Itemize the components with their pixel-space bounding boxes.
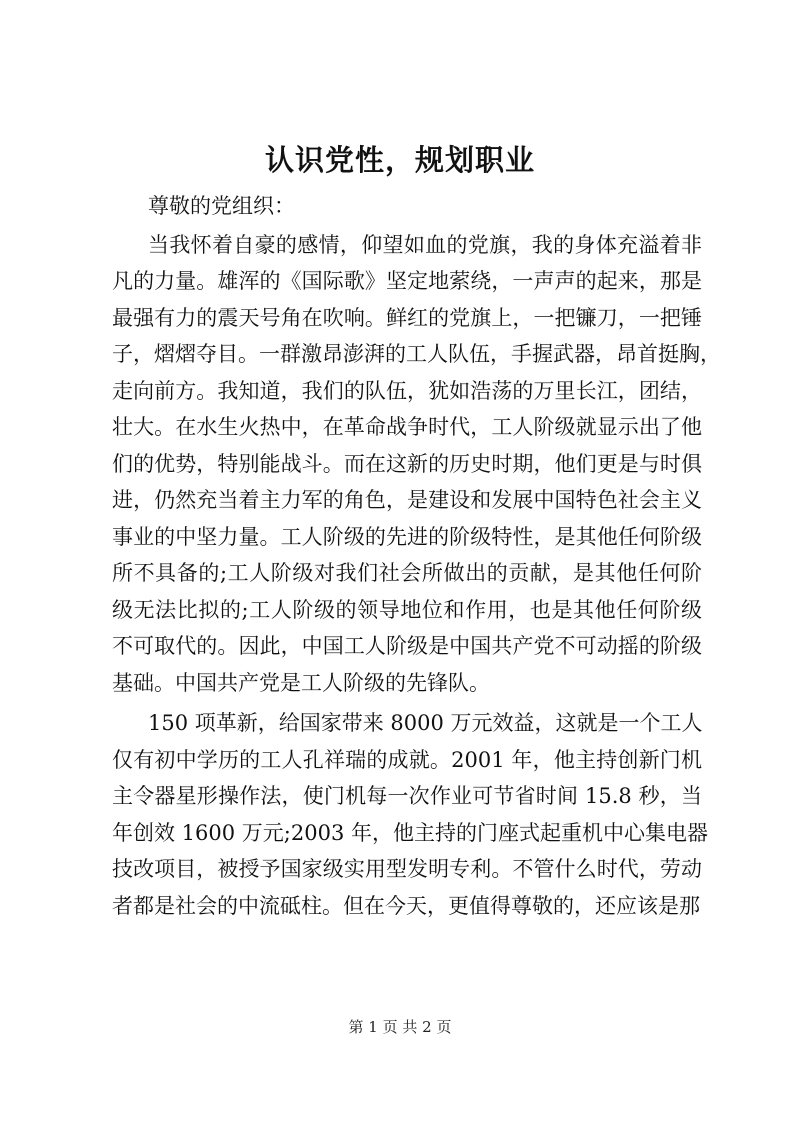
paragraph-1-line: 壮大。在水生火热中，在革命战争时代，工人阶级就显示出了他 xyxy=(112,415,702,439)
paragraph-2-line: 技改项目，被授予国家级实用型发明专利。不管什么时代，劳动 xyxy=(112,857,702,881)
paragraph-2-line: 150 项革新，给国家带来 8000 万元效益，这就是一个工人 xyxy=(148,711,703,735)
paragraph-1-line: 走向前方。我知道，我们的队伍，犹如浩荡的万里长江，团结， xyxy=(112,379,702,403)
paragraph-1-line: 级无法比拟的;工人阶级的领导地位和作用，也是其他任何阶级 xyxy=(112,598,702,622)
paragraph-1-line: 所不具备的;工人阶级对我们社会所做出的贡献，是其他任何阶 xyxy=(112,561,702,585)
paragraph-2-line: 主令器星形操作法，使门机每一次作业可节省时间 15.8 秒，当 xyxy=(112,784,702,808)
document-title: 认识党性，规划职业 xyxy=(264,143,535,177)
paragraph-1-line: 不可取代的。因此，中国工人阶级是中国共产党不可动摇的阶级 xyxy=(112,634,702,658)
salutation: 尊敬的党组织： xyxy=(148,194,295,218)
page-footer: 第 1 页 共 2 页 xyxy=(348,1018,452,1036)
paragraph-1-line: 子，熠熠夺目。一群激昂澎湃的工人队伍，手握武器，昂首挺胸， xyxy=(112,342,721,366)
paragraph-1-line: 事业的中坚力量。工人阶级的先进的阶级特性，是其他任何阶级 xyxy=(112,525,702,549)
paragraph-1-line: 凡的力量。雄浑的《国际歌》坚定地萦绕，一声声的起来，那是 xyxy=(112,269,702,293)
paragraph-1-line: 进，仍然充当着主力军的角色，是建设和发展中国特色社会主义 xyxy=(112,488,702,512)
paragraph-1-line: 当我怀着自豪的感情，仰望如血的党旗，我的身体充溢着非 xyxy=(148,233,702,257)
paragraph-2-line: 者都是社会的中流砥柱。但在今天，更值得尊敬的，还应该是那 xyxy=(112,894,700,918)
paragraph-1-line: 们的优势，特别能战斗。而在这新的历史时期，他们更是与时俱 xyxy=(112,452,702,476)
paragraph-1-line: 最强有力的震天号角在吹响。鲜红的党旗上，一把镰刀，一把锤 xyxy=(112,306,702,330)
paragraph-1-line: 基础。中国共产党是工人阶级的先锋队。 xyxy=(112,671,490,695)
paragraph-2-line: 年创效 1600 万元;2003 年，他主持的门座式起重机中心集电器 xyxy=(112,821,708,845)
paragraph-2-line: 仅有初中学历的工人孔祥瑞的成就。2001 年，他主持创新门机 xyxy=(112,748,702,772)
